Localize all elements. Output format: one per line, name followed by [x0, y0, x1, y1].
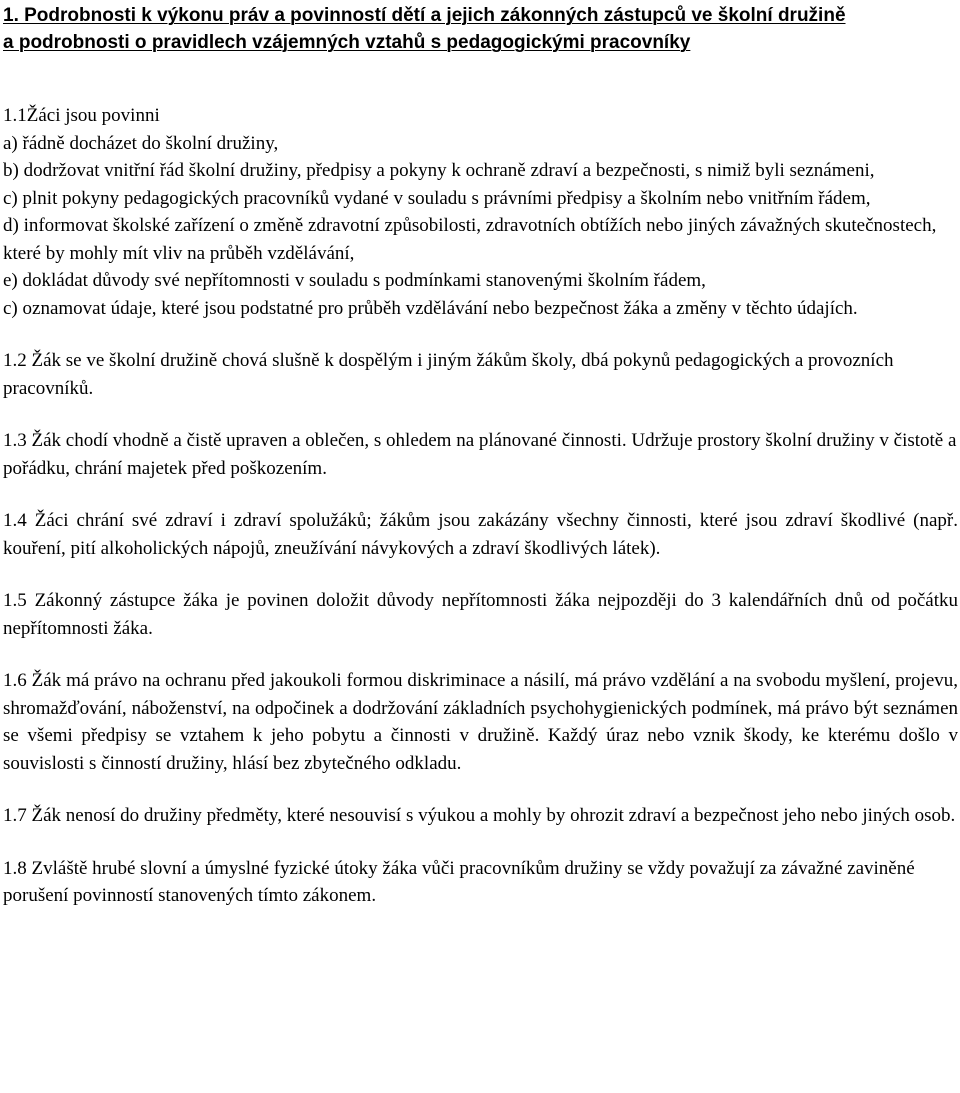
paragraph-1-2: 1.2 Žák se ve školní družině chová slušně k dospělým i jiným žákům školy, dbá pokynů pedagogických a provozních pracovníků.: [3, 350, 894, 399]
section-heading: [3, 2, 958, 56]
document-page: [3, 0, 958, 910]
list-item-a: a) řádně docházet do školní družiny,: [3, 132, 279, 154]
paragraph-1-4: 1.4 Žáci chrání své zdraví i zdraví spolužáků; žákům jsou zakázány všechny činnosti, které jsou zdraví škodlivé (např. kouření, pití alkoholických nápojů, zneužívání návykových a zdraví škodlivých látek).: [3, 510, 958, 559]
list-item-b: b) dodržovat vnitřní řád školní družiny, předpisy a pokyny k ochraně zdraví a bezpečnosti, s nimiž byli seznámeni,: [3, 160, 875, 181]
paragraph-1-5: 1.5 Zákonný zástupce žáka je povinen doložit důvody nepřítomnosti žáka nejpozději do 3 kalendářních dnů od počátku nepřítomnosti žáka.: [3, 590, 958, 639]
list-item-d: d) informovat školské zařízení o změně zdravotní způsobilosti, zdravotních obtížích nebo jiných závažných skutečnostech, které by mohly mít vliv na průběh vzdělávání,: [3, 215, 937, 264]
section-1-1-title: 1.1Žáci jsou povinni: [3, 105, 160, 126]
paragraph-1-8: 1.8 Zvláště hrubé slovní a úmyslné fyzické útoky žáka vůči pracovníkům družiny se vždy považují za závažné zaviněné porušení povinností stanovených tímto zákonem.: [3, 857, 915, 906]
paragraph-1-7: 1.7 Žák nenosí do družiny předměty, které nesouvisí s výukou a mohly by ohrozit zdraví a bezpečnost jeho nebo jiných osob.: [3, 805, 956, 826]
list-item-e: e) dokládat důvody své nepřítomnosti v souladu s podmínkami stanovenými školním řádem,: [3, 270, 706, 291]
section-1-1: [3, 102, 958, 322]
heading-line-2: a podrobnosti o pravidlech vzájemných vztahů s pedagogickými pracovníky: [3, 32, 691, 53]
paragraph-1-6: 1.6 Žák má právo na ochranu před jakoukoli formou diskriminace a násilí, má právo vzdělání a na svobodu myšlení, projevu, shromažďování, náboženství, na odpočinek a dodržování základních psychohygienických podmínek, má právo být seznámen se všemi předpisy se vztahem k jeho pobytu a činnosti v družině. Každý úraz nebo vznik škody, ke kterému došlo v souvislosti s činností družiny, hlásí bez zbytečného odkladu.: [3, 670, 958, 774]
list-item-c: c) plnit pokyny pedagogických pracovníků vydané v souladu s právními předpisy a školním nebo vnitřním řádem,: [3, 187, 871, 209]
heading-line-1: 1. Podrobnosti k výkonu práv a povinností dětí a jejich zákonných zástupců ve školní družině: [3, 5, 846, 26]
list-item-c2: c) oznamovat údaje, které jsou podstatné pro průběh vzdělávání nebo bezpečnost žáka a změny v těchto údajích.: [3, 297, 858, 319]
paragraph-1-3: 1.3 Žák chodí vhodně a čistě upraven a oblečen, s ohledem na plánované činnosti. Udržuje prostory školní družiny v čistotě a pořádku, chrání majetek před poškozením.: [3, 430, 957, 479]
